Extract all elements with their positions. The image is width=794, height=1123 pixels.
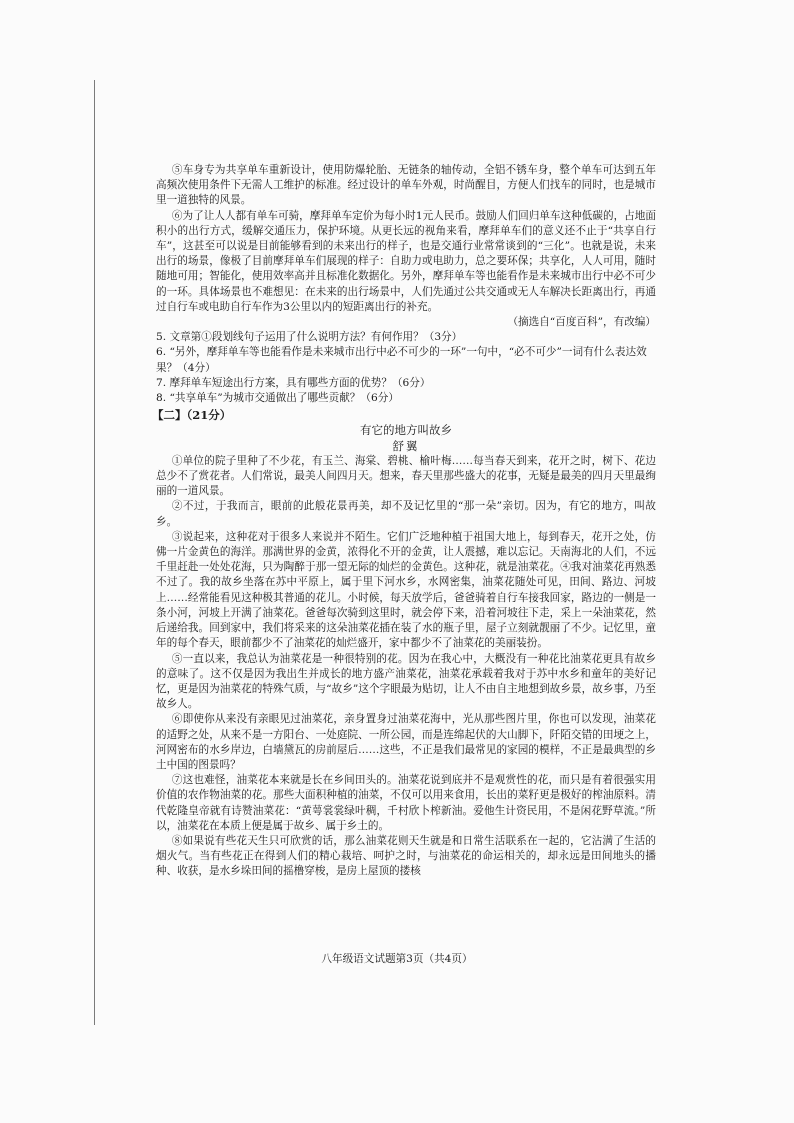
article-paragraph-1: ①单位的院子里种了不少花，有玉兰、海棠、碧桃、榆叶梅……每当春天到来，花开之时，树下、花边总少不了赏花者。人们常说，最美人间四月天。想来，春天里那些盛大的花事，无疑是最美的四月天里最绚丽的一道风景。	[156, 454, 656, 498]
article-paragraph-8: ⑧如果说有些花天生只可欣赏的话，那么油菜花则天生就是和日常生活联系在一起的，它沾满了生活的烟火气。当有些花正在得到人们的精心栽培、呵护之时，与油菜花的命运相关的，却永远是田间地头的播种、收获，是水乡垛田间的摇橹穿梭，是房上屋顶的搂核	[156, 834, 656, 878]
paragraph-5: ⑤车身专为共享单车重新设计，使用防爆轮胎、无链条的轴传动，全铝不锈车身，整个单车可达到五年高频次使用条件下无需人工维护的标准。经过设计的单车外观，时尚醒目，方便人们找车的同时，也是城市里一道独特的风景。	[156, 164, 656, 207]
question-5: 5. 文章第①段划线句子运用了什么说明方法？有何作用？（3分）	[156, 331, 463, 344]
article-title: 有它的地方叫故乡	[360, 423, 452, 438]
article-author: 舒翼	[392, 438, 420, 453]
article-paragraph-5: ⑤一直以来，我总认为油菜花是一种很特别的花。因为在我心中，大概没有一种花比油菜花更具有故乡的意味了。这不仅是因为我出生并成长的地方盛产油菜花，油菜花承载着我对于苏中水乡和童年的美好记忆，更是因为油菜花的特殊气质，与“故乡”这个字眼最为贴切，让人不由自主地想到故乡景，故乡事，乃至故乡人。	[156, 652, 656, 711]
question-8: 8. “共享单车”为城市交通做出了哪些贡献？（6分）	[156, 392, 399, 405]
article-paragraph-6: ⑥即使你从来没有亲眼见过油菜花，亲身置身过油菜花海中，光从那些图片里，你也可以发现，油菜花的适野之处，从来不是一方阳台、一处庭院、一所公园，而是连绵起伏的大山脚下，阡陌交错的田埂之上，河网密布的水乡岸边，白墙黛瓦的房前屋后……这些，不正是我们最常见的家园的模样，不正是最典型的乡土中国的图景吗？	[156, 713, 656, 771]
page-content	[152, 163, 656, 880]
paragraph-6: ⑥为了让人人都有单车可骑，摩拜单车定价为每小时1元人民币。鼓励人们回归单车这种低碳的，占地面积小的出行方式，缓解交通压力，保护环境。从更长远的视角来看，摩拜单车们的意义还不止于“共享自行车”，这甚至可以说是目前能够看到的未来出行的样子，也是交通行业常常谈到的“三化”。也就是说，未来出行的场景，像极了目前摩拜单车们展现的样子：自助力或电助力，总之要环保；共享化，人人可用，随时随地可用；智能化，使用效率高并且标准化数据化。另外，摩拜单车等也能看作是未来城市出行中必不可少的一环。具体场景也不难想见：在未来的出行场景中，人们先通过公共交通或无人车解决长距离出行，再通过自行车或电助自行车作为3公里以内的短距离出行的补充。	[156, 209, 656, 313]
section-header: 【二】（21分）	[152, 408, 232, 423]
question-7: 7. 摩拜单车短途出行方案，具有哪些方面的优势？（6分）	[156, 376, 431, 389]
page-footer: 八年级语文试题第3页（共4页）	[321, 953, 473, 965]
article-paragraph-7: ⑦这也难怪，油菜花本来就是长在乡间田头的。油菜花说到底并不是观赏性的花，而只是有着很强实用价值的农作物油菜的花。那些大面积种植的油菜，不仅可以用来食用，长出的菜籽更是极好的榨油原料。清代乾隆皇帝就有诗赞油菜花：“黄萼裳裳绿叶稠，千村欣卜榨新油。爱他生计资民用，不是闲花野草流。”所以，油菜花在本质上便是属于故乡、属于乡土的。	[156, 774, 656, 832]
binding-line	[94, 80, 95, 1025]
article-paragraph-2: ②不过，于我而言，眼前的此般花景再美，却不及记忆里的“那一朵”亲切。因为，有它的地方，叫故乡。	[156, 500, 656, 528]
source-note: （摘选自“百度百科”，有改编）	[507, 316, 656, 329]
question-6: 6. “另外，摩拜单车等也能看作是未来城市出行中必不可少的一环”一句中，“必不可少”一词有什么表达效果？（4分）	[156, 346, 647, 374]
article-paragraph-3: ③说起来，这种花对于很多人来说并不陌生。它们广泛地种植于祖国大地上，每到春天，花开之处，仿佛一片金黄色的海洋。那满世界的金黄，浓得化不开的金黄，让人震撼，难以忘记。天南海北的人们，不远千里赶赴一处处花海，只为陶醉于那一望无际的灿烂的金黄色。这种花，就是油菜花。④我对油菜花再熟悉不过了。我的故乡坐落在苏中平原上，属于里下河水乡，水网密集，油菜花随处可见，田间、路边、河坡上……经常能看见这种极其普通的花儿。小时候，每天放学后，爸爸骑着自行车接我回家，路边的一侧是一条小河，河坡上开满了油菜花。爸爸每次骑到这里时，就会停下来，沿着河坡往下走，采上一朵油菜花，然后递给我。回到家中，我们将采来的这朵油菜花插在装了水的瓶子里，屋子立刻就靓丽了不少。记忆里，童年的每个春天，眼前都少不了油菜花的灿烂盛开，家中都少不了油菜花的美丽装扮。	[156, 530, 656, 650]
